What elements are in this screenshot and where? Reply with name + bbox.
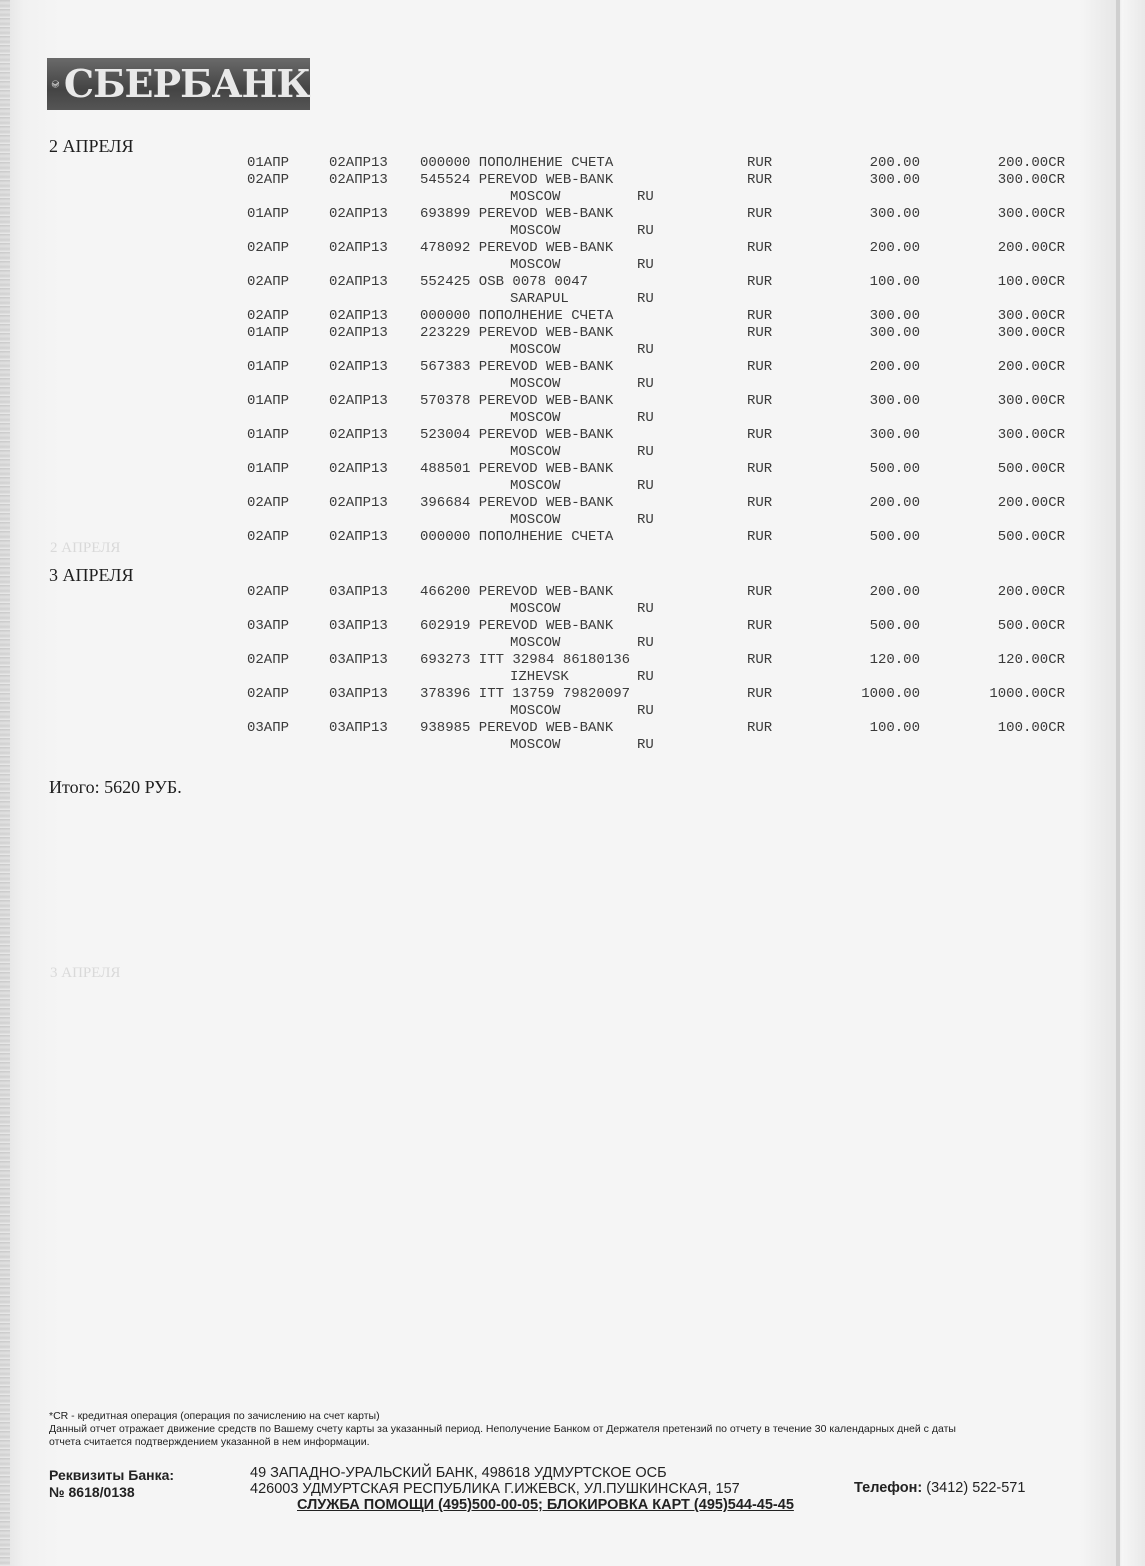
table-row bbox=[0, 308, 1145, 325]
balance: 300.00CR bbox=[997, 172, 1065, 188]
currency: RUR bbox=[747, 155, 773, 171]
description: 378396 ITT 13759 79820097 bbox=[420, 686, 631, 702]
description: 693899 PEREVOD WEB-BANK bbox=[420, 206, 614, 222]
ghost-imprint-heading-2: 3 АПРЕЛЯ bbox=[50, 965, 121, 981]
location-country: RU bbox=[637, 703, 654, 719]
amount: 200.00 bbox=[869, 495, 920, 511]
table-row bbox=[0, 495, 1145, 512]
balance: 200.00CR bbox=[997, 584, 1065, 600]
location-country: RU bbox=[637, 257, 654, 273]
currency: RUR bbox=[747, 325, 773, 341]
currency: RUR bbox=[747, 720, 773, 736]
footnote-line-2: Данный отчет отражает движение средств по Вашему счету карты за указанный период. Неполучение Банком от Держателя претензий по отчету в течение 30 календарных дней с даты bbox=[49, 1423, 956, 1435]
table-row bbox=[0, 274, 1145, 291]
description: 000000 ПОПОЛНЕНИЕ СЧЕТА bbox=[420, 529, 614, 545]
amount: 300.00 bbox=[869, 172, 920, 188]
currency: RUR bbox=[747, 584, 773, 600]
balance: 300.00CR bbox=[997, 325, 1065, 341]
posting-date: 01АПР bbox=[247, 427, 290, 443]
table-row-location bbox=[0, 669, 1145, 686]
processing-date: 02АПР13 bbox=[329, 240, 388, 256]
balance: 500.00CR bbox=[997, 529, 1065, 545]
phone-label: Телефон: bbox=[854, 1480, 923, 1496]
posting-date: 01АПР bbox=[247, 155, 290, 171]
processing-date: 03АПР13 bbox=[329, 652, 388, 668]
footnote-line-1: *CR - кредитная операция (операция по зачислению на счет карты) bbox=[49, 1410, 380, 1422]
footnote bbox=[49, 1410, 1049, 1449]
location-city: MOSCOW bbox=[510, 410, 561, 426]
balance: 120.00CR bbox=[997, 652, 1065, 668]
location-city: MOSCOW bbox=[510, 703, 561, 719]
currency: RUR bbox=[747, 461, 773, 477]
currency: RUR bbox=[747, 618, 773, 634]
table-row-location bbox=[0, 512, 1145, 529]
table-row-location bbox=[0, 410, 1145, 427]
location-city: MOSCOW bbox=[510, 512, 561, 528]
table-row-location bbox=[0, 223, 1145, 240]
location-country: RU bbox=[637, 410, 654, 426]
table-row-location bbox=[0, 189, 1145, 206]
location-city: MOSCOW bbox=[510, 737, 561, 753]
posting-date: 02АПР bbox=[247, 529, 290, 545]
description: 545524 PEREVOD WEB-BANK bbox=[420, 172, 614, 188]
posting-date: 01АПР bbox=[247, 393, 290, 409]
amount: 200.00 bbox=[869, 584, 920, 600]
bank-name: СБЕРБАНК bbox=[63, 61, 310, 106]
processing-date: 02АПР13 bbox=[329, 155, 388, 171]
table-row bbox=[0, 686, 1145, 703]
amount: 300.00 bbox=[869, 325, 920, 341]
location-city: MOSCOW bbox=[510, 635, 561, 651]
processing-date: 02АПР13 bbox=[329, 393, 388, 409]
posting-date: 02АПР bbox=[247, 686, 290, 702]
table-row bbox=[0, 172, 1145, 189]
processing-date: 02АПР13 bbox=[329, 206, 388, 222]
currency: RUR bbox=[747, 495, 773, 511]
table-row-location bbox=[0, 291, 1145, 308]
posting-date: 02АПР bbox=[247, 274, 290, 290]
table-row bbox=[0, 584, 1145, 601]
amount: 100.00 bbox=[869, 274, 920, 290]
footnote-line-3: отчета считается подтверждением указанной в нем информации. bbox=[49, 1436, 370, 1448]
posting-date: 03АПР bbox=[247, 618, 290, 634]
balance: 300.00CR bbox=[997, 393, 1065, 409]
description: 523004 PEREVOD WEB-BANK bbox=[420, 427, 614, 443]
table-row bbox=[0, 155, 1145, 172]
processing-date: 02АПР13 bbox=[329, 359, 388, 375]
posting-date: 01АПР bbox=[247, 325, 290, 341]
ghost-imprint-heading: 2 АПРЕЛЯ bbox=[50, 540, 121, 556]
location-country: RU bbox=[637, 601, 654, 617]
balance: 500.00CR bbox=[997, 461, 1065, 477]
table-row bbox=[0, 240, 1145, 257]
posting-date: 03АПР bbox=[247, 720, 290, 736]
location-city: MOSCOW bbox=[510, 223, 561, 239]
table-row bbox=[0, 359, 1145, 376]
currency: RUR bbox=[747, 529, 773, 545]
location-country: RU bbox=[637, 376, 654, 392]
currency: RUR bbox=[747, 686, 773, 702]
balance: 300.00CR bbox=[997, 427, 1065, 443]
balance: 200.00CR bbox=[997, 240, 1065, 256]
table-row bbox=[0, 652, 1145, 669]
currency: RUR bbox=[747, 274, 773, 290]
location-city: IZHEVSK bbox=[510, 669, 569, 685]
processing-date: 03АПР13 bbox=[329, 584, 388, 600]
description: 466200 PEREVOD WEB-BANK bbox=[420, 584, 614, 600]
location-country: RU bbox=[637, 737, 654, 753]
location-country: RU bbox=[637, 342, 654, 358]
amount: 300.00 bbox=[869, 393, 920, 409]
amount: 500.00 bbox=[869, 529, 920, 545]
location-city: MOSCOW bbox=[510, 189, 561, 205]
posting-date: 02АПР bbox=[247, 308, 290, 324]
sberbank-logo bbox=[47, 58, 310, 110]
balance: 200.00CR bbox=[997, 359, 1065, 375]
location-country: RU bbox=[637, 189, 654, 205]
total-sum: Итого: 5620 РУБ. bbox=[49, 777, 182, 797]
table-row-location bbox=[0, 703, 1145, 720]
helpline: СЛУЖБА ПОМОЩИ (495)500-00-05; БЛОКИРОВКА КАРТ (495)544-45-45 bbox=[297, 1497, 794, 1513]
amount: 120.00 bbox=[869, 652, 920, 668]
currency: RUR bbox=[747, 206, 773, 222]
table-row bbox=[0, 393, 1145, 410]
phone bbox=[854, 1480, 1025, 1496]
posting-date: 02АПР bbox=[247, 240, 290, 256]
amount: 200.00 bbox=[869, 359, 920, 375]
processing-date: 02АПР13 bbox=[329, 325, 388, 341]
description: 000000 ПОПОЛНЕНИЕ СЧЕТА bbox=[420, 308, 614, 324]
posting-date: 02АПР bbox=[247, 172, 290, 188]
balance: 100.00CR bbox=[997, 720, 1065, 736]
currency: RUR bbox=[747, 393, 773, 409]
description: 478092 PEREVOD WEB-BANK bbox=[420, 240, 614, 256]
location-city: SARAPUL bbox=[510, 291, 569, 307]
posting-date: 02АПР bbox=[247, 652, 290, 668]
description: 602919 PEREVOD WEB-BANK bbox=[420, 618, 614, 634]
currency: RUR bbox=[747, 427, 773, 443]
sberbank-emblem-icon bbox=[51, 61, 60, 107]
currency: RUR bbox=[747, 308, 773, 324]
balance: 100.00CR bbox=[997, 274, 1065, 290]
amount: 300.00 bbox=[869, 308, 920, 324]
table-row bbox=[0, 720, 1145, 737]
location-country: RU bbox=[637, 669, 654, 685]
amount: 200.00 bbox=[869, 155, 920, 171]
location-city: MOSCOW bbox=[510, 376, 561, 392]
currency: RUR bbox=[747, 172, 773, 188]
location-city: MOSCOW bbox=[510, 257, 561, 273]
posting-date: 01АПР bbox=[247, 359, 290, 375]
table-row-location bbox=[0, 342, 1145, 359]
location-country: RU bbox=[637, 478, 654, 494]
amount: 200.00 bbox=[869, 240, 920, 256]
location-country: RU bbox=[637, 223, 654, 239]
table-row bbox=[0, 529, 1145, 546]
address-line-2: 426003 УДМУРТСКАЯ РЕСПУБЛИКА Г.ИЖЕВСК, УЛ.ПУШКИНСКАЯ, 157 bbox=[250, 1481, 740, 1497]
processing-date: 02АПР13 bbox=[329, 495, 388, 511]
balance: 1000.00CR bbox=[989, 686, 1065, 702]
location-country: RU bbox=[637, 512, 654, 528]
description: 396684 PEREVOD WEB-BANK bbox=[420, 495, 614, 511]
description: 552425 OSB 0078 0047 bbox=[420, 274, 589, 290]
location-country: RU bbox=[637, 635, 654, 651]
posting-date: 01АПР bbox=[247, 461, 290, 477]
balance: 500.00CR bbox=[997, 618, 1065, 634]
section-heading-april-3: 3 АПРЕЛЯ bbox=[49, 565, 134, 585]
table-row-location bbox=[0, 635, 1145, 652]
balance: 200.00CR bbox=[997, 495, 1065, 511]
location-city: MOSCOW bbox=[510, 478, 561, 494]
table-row bbox=[0, 461, 1145, 478]
table-row-location bbox=[0, 737, 1145, 754]
balance: 200.00CR bbox=[997, 155, 1065, 171]
table-row bbox=[0, 206, 1145, 223]
branch-number: № 8618/0138 bbox=[49, 1484, 135, 1500]
amount: 500.00 bbox=[869, 618, 920, 634]
location-country: RU bbox=[637, 444, 654, 460]
processing-date: 03АПР13 bbox=[329, 686, 388, 702]
bank-details-label: Реквизиты Банка: bbox=[49, 1467, 175, 1483]
table-row bbox=[0, 618, 1145, 635]
balance: 300.00CR bbox=[997, 206, 1065, 222]
balance: 300.00CR bbox=[997, 308, 1065, 324]
processing-date: 02АПР13 bbox=[329, 308, 388, 324]
location-city: MOSCOW bbox=[510, 444, 561, 460]
location-city: MOSCOW bbox=[510, 342, 561, 358]
section-heading-april-2: 2 АПРЕЛЯ bbox=[49, 136, 134, 156]
table-row-location bbox=[0, 376, 1145, 393]
processing-date: 02АПР13 bbox=[329, 172, 388, 188]
currency: RUR bbox=[747, 240, 773, 256]
description: 000000 ПОПОЛНЕНИЕ СЧЕТА bbox=[420, 155, 614, 171]
amount: 300.00 bbox=[869, 427, 920, 443]
posting-date: 01АПР bbox=[247, 206, 290, 222]
description: 938985 PEREVOD WEB-BANK bbox=[420, 720, 614, 736]
description: 693273 ITT 32984 86180136 bbox=[420, 652, 631, 668]
amount: 100.00 bbox=[869, 720, 920, 736]
processing-date: 03АПР13 bbox=[329, 618, 388, 634]
table-row bbox=[0, 427, 1145, 444]
description: 567383 PEREVOD WEB-BANK bbox=[420, 359, 614, 375]
table-row-location bbox=[0, 444, 1145, 461]
table-row-location bbox=[0, 257, 1145, 274]
table-row bbox=[0, 325, 1145, 342]
description: 488501 PEREVOD WEB-BANK bbox=[420, 461, 614, 477]
amount: 500.00 bbox=[869, 461, 920, 477]
currency: RUR bbox=[747, 652, 773, 668]
processing-date: 02АПР13 bbox=[329, 274, 388, 290]
description: 223229 PEREVOD WEB-BANK bbox=[420, 325, 614, 341]
address-line-1: 49 ЗАПАДНО-УРАЛЬСКИЙ БАНК, 498618 УДМУРТСКОЕ ОСБ bbox=[250, 1465, 667, 1481]
processing-date: 02АПР13 bbox=[329, 427, 388, 443]
description: 570378 PEREVOD WEB-BANK bbox=[420, 393, 614, 409]
posting-date: 02АПР bbox=[247, 495, 290, 511]
phone-value: (3412) 522-571 bbox=[926, 1480, 1026, 1496]
location-city: MOSCOW bbox=[510, 601, 561, 617]
currency: RUR bbox=[747, 359, 773, 375]
processing-date: 02АПР13 bbox=[329, 461, 388, 477]
amount: 1000.00 bbox=[861, 686, 920, 702]
table-row-location bbox=[0, 478, 1145, 495]
location-country: RU bbox=[637, 291, 654, 307]
processing-date: 02АПР13 bbox=[329, 529, 388, 545]
processing-date: 03АПР13 bbox=[329, 720, 388, 736]
posting-date: 02АПР bbox=[247, 584, 290, 600]
table-row-location bbox=[0, 601, 1145, 618]
amount: 300.00 bbox=[869, 206, 920, 222]
